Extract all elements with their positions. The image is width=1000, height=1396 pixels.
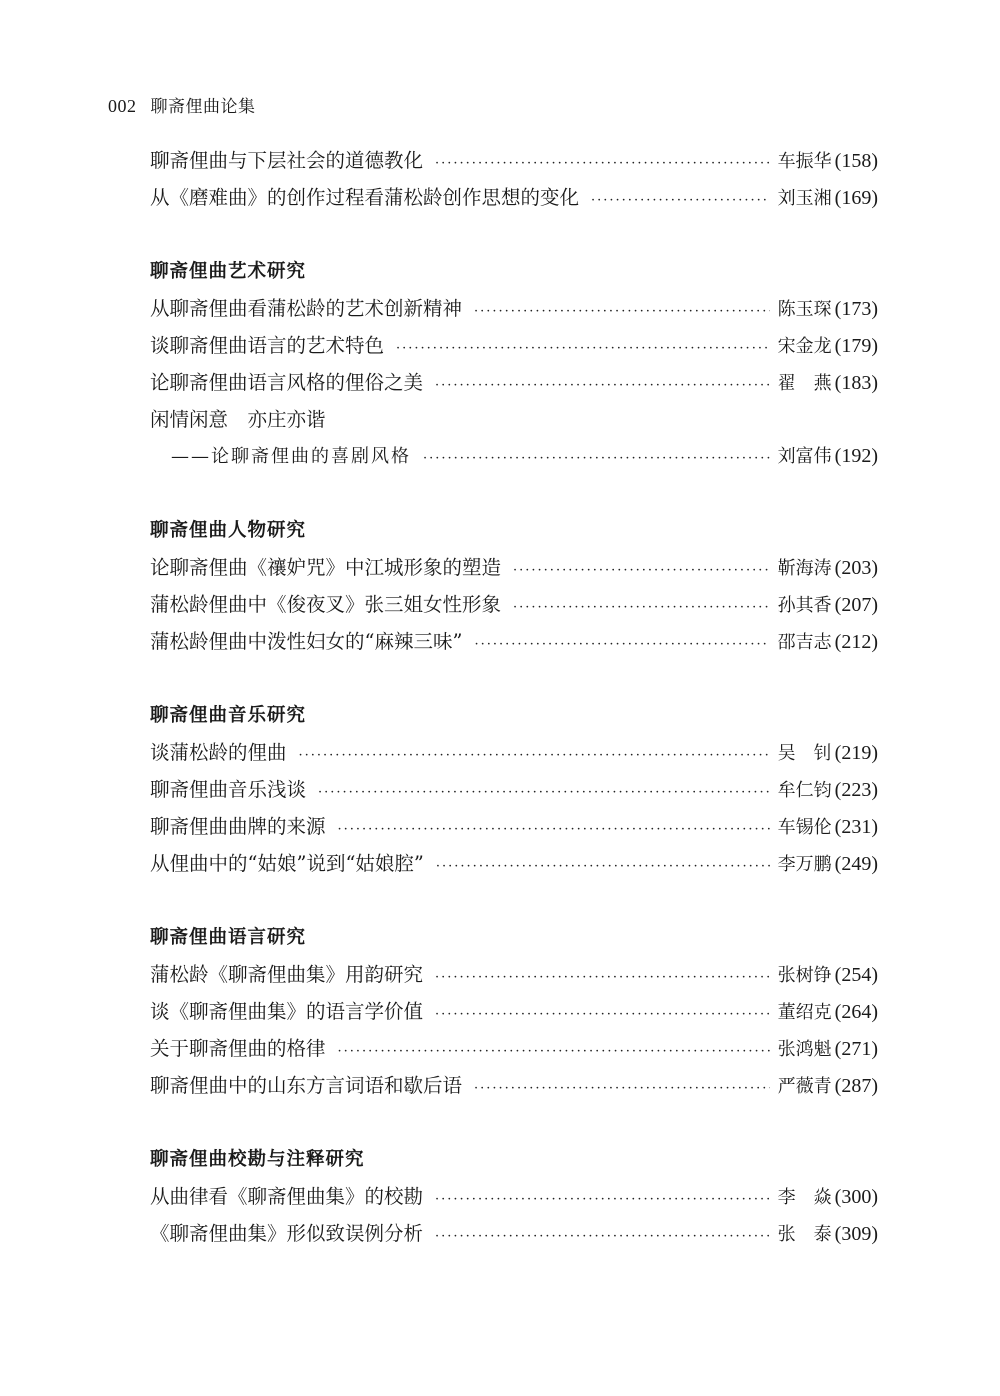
entry-author: 靳海涛	[777, 558, 832, 579]
toc-entry[interactable]	[150, 290, 878, 327]
leader-dots	[435, 1218, 770, 1255]
leader-dots	[299, 737, 770, 774]
entry-title: 谈聊斋俚曲语言的艺术特色	[150, 334, 385, 357]
toc-entry[interactable]	[150, 1215, 878, 1252]
entry-subtitle: ——论聊斋俚曲的喜剧风格	[171, 446, 411, 467]
entry-page: (183)	[834, 372, 878, 394]
entry-page: (192)	[834, 445, 878, 467]
entry-page: (254)	[834, 964, 878, 986]
toc-section	[150, 142, 878, 216]
entry-page: (231)	[834, 816, 878, 838]
entry-author: 车锡伦	[777, 817, 832, 838]
entry-title: 谈蒲松龄的俚曲	[150, 741, 287, 764]
toc-section	[150, 1141, 878, 1252]
toc-entry[interactable]	[150, 993, 878, 1030]
leader-dots	[338, 1033, 770, 1070]
leader-dots	[474, 293, 770, 330]
entry-page: (158)	[834, 150, 878, 172]
entry-title: 聊斋俚曲中的山东方言词语和歇后语	[150, 1074, 463, 1097]
entry-title: 从俚曲中的“姑娘”说到“姑娘腔”	[150, 852, 424, 875]
toc-entry[interactable]	[150, 956, 878, 993]
entry-title: 蒲松龄俚曲中《俊夜叉》张三姐女性形象	[150, 593, 502, 616]
toc-entry[interactable]	[150, 1067, 878, 1104]
entry-title: 从《磨难曲》的创作过程看蒲松龄创作思想的变化	[150, 186, 580, 209]
leader-dots	[474, 1070, 770, 1107]
entry-page: (212)	[834, 631, 878, 653]
entry-page: (264)	[834, 1001, 878, 1023]
running-head	[108, 92, 256, 117]
book-title: 聊斋俚曲论集	[150, 97, 256, 117]
entry-title: 论聊斋俚曲语言风格的俚俗之美	[150, 371, 424, 394]
section-heading: 聊斋俚曲音乐研究	[150, 705, 307, 726]
toc-entry[interactable]	[150, 808, 878, 845]
entry-author: 张鸿魁	[777, 1039, 832, 1060]
entry-title: 《聊斋俚曲集》形似致误例分析	[150, 1222, 424, 1245]
entry-page: (169)	[834, 187, 878, 209]
leader-dots	[513, 552, 770, 589]
toc-entry[interactable]	[150, 179, 878, 216]
toc-entry[interactable]	[150, 734, 878, 771]
entry-author: 刘富伟	[777, 446, 832, 467]
leader-dots	[435, 996, 770, 1033]
leader-dots	[318, 774, 770, 811]
entry-title: 从聊斋俚曲看蒲松龄的艺术创新精神	[150, 297, 463, 320]
toc-entry[interactable]	[150, 771, 878, 808]
entry-author: 翟 燕	[777, 373, 832, 394]
leader-dots	[435, 367, 770, 404]
toc-entry[interactable]	[150, 438, 878, 475]
section-heading: 聊斋俚曲语言研究	[150, 927, 307, 948]
leader-dots	[513, 589, 770, 626]
leader-dots	[435, 145, 770, 182]
toc-section	[150, 253, 878, 475]
entry-author: 董绍克	[777, 1002, 832, 1023]
toc-entry[interactable]	[150, 142, 878, 179]
entry-author: 邵吉志	[777, 632, 832, 653]
entry-title: 聊斋俚曲与下层社会的道德教化	[150, 149, 424, 172]
entry-author: 张树铮	[777, 965, 832, 986]
entry-page: (223)	[834, 779, 878, 801]
entry-author: 车振华	[777, 151, 832, 172]
entry-page: (249)	[834, 853, 878, 875]
leader-dots	[338, 811, 770, 848]
entry-author: 宋金龙	[777, 336, 832, 357]
leader-dots	[396, 330, 770, 367]
entry-title: 蒲松龄《聊斋俚曲集》用韵研究	[150, 963, 424, 986]
toc-entry[interactable]	[150, 1178, 878, 1215]
entry-page: (203)	[834, 557, 878, 579]
entry-page: (300)	[834, 1186, 878, 1208]
entry-page: (173)	[834, 298, 878, 320]
toc-entry[interactable]	[150, 549, 878, 586]
entry-title: 关于聊斋俚曲的格律	[150, 1037, 326, 1060]
toc-entry-title-line	[150, 401, 878, 438]
entry-title: 谈《聊斋俚曲集》的语言学价值	[150, 1000, 424, 1023]
leader-dots	[423, 440, 770, 477]
page-number: 002	[108, 96, 137, 116]
leader-dots	[436, 848, 770, 885]
table-of-contents	[150, 142, 878, 1252]
entry-author: 牟仁钧	[777, 780, 832, 801]
entry-author: 张 泰	[777, 1224, 832, 1245]
entry-page: (287)	[834, 1075, 878, 1097]
entry-author: 吴 钊	[777, 743, 832, 764]
section-heading: 聊斋俚曲艺术研究	[150, 261, 307, 282]
entry-author: 孙其香	[777, 595, 832, 616]
entry-author: 刘玉湘	[777, 188, 832, 209]
entry-author: 严薇青	[777, 1076, 832, 1097]
entry-page: (219)	[834, 742, 878, 764]
entry-page: (179)	[834, 335, 878, 357]
leader-dots	[435, 959, 770, 996]
entry-title: 蒲松龄俚曲中泼性妇女的“麻辣三味”	[150, 630, 463, 653]
toc-section	[150, 697, 878, 882]
toc-entry[interactable]	[150, 586, 878, 623]
leader-dots	[474, 626, 769, 663]
leader-dots	[591, 182, 770, 219]
leader-dots	[435, 1181, 770, 1218]
toc-entry[interactable]	[150, 327, 878, 364]
toc-entry[interactable]	[150, 1030, 878, 1067]
entry-author: 李 焱	[777, 1187, 832, 1208]
toc-entry[interactable]	[150, 623, 878, 660]
entry-author: 陈玉琛	[777, 299, 832, 320]
entry-title: 聊斋俚曲音乐浅谈	[150, 778, 307, 801]
entry-author: 李万鹏	[777, 854, 832, 875]
entry-title: 聊斋俚曲曲牌的来源	[150, 815, 326, 838]
section-heading: 聊斋俚曲人物研究	[150, 520, 307, 541]
entry-title: 从曲律看《聊斋俚曲集》的校勘	[150, 1185, 424, 1208]
entry-page: (309)	[834, 1223, 878, 1245]
toc-entry[interactable]	[150, 845, 878, 882]
entry-page: (271)	[834, 1038, 878, 1060]
entry-title: 论聊斋俚曲《禳妒咒》中江城形象的塑造	[150, 556, 502, 579]
entry-title: 闲情闲意 亦庄亦谐	[150, 408, 326, 431]
toc-section	[150, 512, 878, 660]
toc-section	[150, 919, 878, 1104]
toc-entry[interactable]	[150, 364, 878, 401]
section-heading: 聊斋俚曲校勘与注释研究	[150, 1149, 365, 1170]
entry-page: (207)	[834, 594, 878, 616]
